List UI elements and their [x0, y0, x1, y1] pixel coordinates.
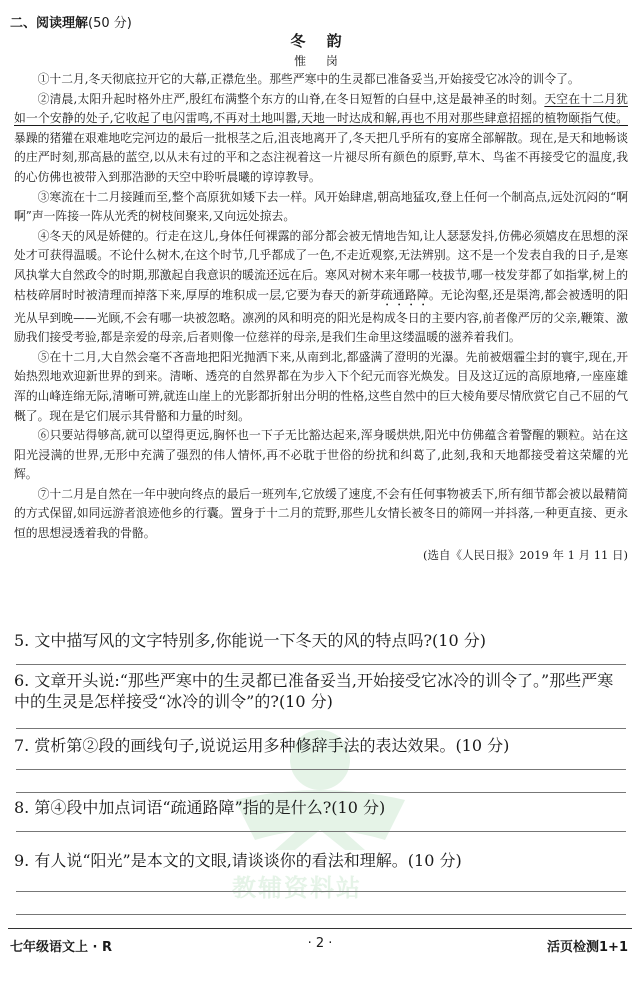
- watermark-text: 教辅资料站: [232, 874, 362, 902]
- paragraph-3: ③寒流在十二月接踵而至,整个高原犹如矮下去一样。风开始肆虐,朝高地猛攻,登上任何一个制高点,远处沉闷的“啊啊”声一阵接一阵从光秃的树枝间聚来,又向远处掠去。: [14, 189, 628, 224]
- article-source: (选自《人民日报》2019 年 1 月 11 日): [423, 547, 628, 562]
- paragraph-1: ①十二月,冬天彻底拉开它的大幕,正襟危坐。那些严寒中的生灵都已准备妥当,开始接受它冰冷的训令了。: [37, 72, 580, 86]
- article-author: 惟 岗: [294, 54, 346, 68]
- question-7: 7. 赏析第②段的画线句子,说说运用多种修辞手法的表达效果。(10 分): [14, 736, 510, 755]
- footer-series: 活页检测1+1: [547, 940, 628, 955]
- article-title: 冬 韵: [290, 32, 350, 50]
- footer-grade: 七年级语文上 · R: [10, 940, 113, 955]
- footer-divider: [8, 928, 632, 929]
- answer-line[interactable]: [16, 664, 626, 665]
- paragraph-2-end: 暴躁的猪獾在艰难地吃完河边的最后一批根茎之后,沮丧地离开了,冬天把几乎所有的宴席全部解散。现在,是天和地畅谈的庄严时刻,那高悬的蓝空,以从未有过的平和之态注视着这一片褪尽所有颜色的原野,草木、鸟雀不再接受它的温度,我的心仿佛也被带入到那浩渺的天空中聆听晨曦的谆谆教导。: [14, 130, 628, 184]
- paragraph-7: ⑦十二月是自然在一年中驶向终点的最后一班列车,它放缓了速度,不会有任何事物被丢下,所有细节都会被以最精简的方式保留,如同远游者浪迹他乡的行囊。置身于十二月的荒野,那些儿女情长被冬日的筛网一并抖落,一种更直接、更永恒的思想浸透着我的骨骼。: [14, 486, 628, 541]
- section-title: 二、阅读理解: [10, 16, 89, 31]
- paragraph-6: ⑥只要站得够高,就可以望得更远,胸怀也一下子无比豁达起来,浑身暖烘烘,阳光中仿佛蕴含着警醒的颗粒。站在这阳光浸满的世界,无形中充满了强烈的伟人情怀,再不必耽于世俗的纷扰和纠葛了,此刻,我和天地都接受着这荣耀的光辉。: [14, 428, 628, 482]
- answer-line[interactable]: [16, 831, 626, 832]
- page-number: · 2 ·: [307, 936, 333, 951]
- question-6: 6. 文章开头说:“那些严寒中的生灵都已准备妥当,开始接受它冰冷的训令了。”那些严寒中的生灵是怎样接受“冰冷的训令”的?(10 分): [14, 671, 614, 711]
- paragraph-2: [14, 90, 628, 188]
- dotted-phrase: 疏通路障: [380, 287, 429, 302]
- answer-line[interactable]: [16, 728, 626, 729]
- section-heading: [10, 12, 132, 31]
- answer-line[interactable]: [16, 891, 626, 892]
- paragraph-2-start: ②清晨,太阳升起时格外庄严,殷红布满整个东方的山脊,在冬日短暂的白昼中,这是最神圣的时刻。: [37, 91, 545, 106]
- section-score: (50 分): [88, 16, 132, 31]
- question-5: 5. 文中描写风的文字特别多,你能说一下冬天的风的特点吗?(10 分): [14, 631, 486, 650]
- paragraph-4: [14, 227, 628, 348]
- question-8: 8. 第④段中加点词语“疏通路障”指的是什么?(10 分): [14, 798, 386, 817]
- paragraph-5: ⑤在十二月,大自然会毫不吝啬地把阳光抛洒下来,从南到北,都盛满了澄明的光瀑。先前被烟霾尘封的寰宇,现在,开始热烈地欢迎新世界的到来。清晰、透亮的自然界都在为步入下个纪元而容光焕发。目及这辽远的高原地瘠,一座座雄浑的山峰连绵无际,清晰可辨,就连山崖上的光影都折射出分明的性格,这些自然中的巨大棱角要尽情欣赏它自己不屈的气概了。现在是它们展示其骨骼和力量的时刻。: [14, 349, 628, 423]
- underlined-sentence: 天空在十二月犹如一个安静的处子,它收起了电闪雷鸣,不再对土地叫嚣,天地一时达成和解,再也不用对那些肆意招摇的植物颐指气使。: [14, 91, 628, 126]
- paragraph-4-before: ④冬天的风是娇健的。行走在这儿,身体任何裸露的部分都会被无情地告知,让人瑟瑟发抖,仿佛必须嬉皮在思想的深处才可获得温暖。不论什么树木,在这个时节,几乎都成了一色,不走近观察,无法辨别。这不是一个发表自我的日子,是寒风执掌大自然政令的时期,那激起自我意识的暖流还远在后。寒风对树木来年哪一枝拔节,哪一枝发芽都了如指掌,树上的枯枝碎屑时时被清理而掉落下来,厚厚的堆积成一层,它要为春天的新芽: [14, 228, 628, 302]
- article-body: [14, 70, 628, 565]
- question-9: 9. 有人说“阳光”是本文的文眼,请谈谈你的看法和理解。(10 分): [14, 851, 462, 870]
- paragraph-4-after: 。无论沟壑,还是渠湾,都会被透明的阳光从早到晚——光顾,不会有哪一块被忽略。凛冽的风和明亮的阳光是构成冬日的主要内容,前者像严厉的父亲,鞭策、激励我们接受考验,都是亲爱的母亲,后者则像一位慈祥的母亲,是我们生命里这缕温暖的滋养着我们。: [14, 287, 628, 345]
- answer-line[interactable]: [16, 769, 626, 770]
- answer-line[interactable]: [16, 792, 626, 793]
- answer-line[interactable]: [16, 914, 626, 915]
